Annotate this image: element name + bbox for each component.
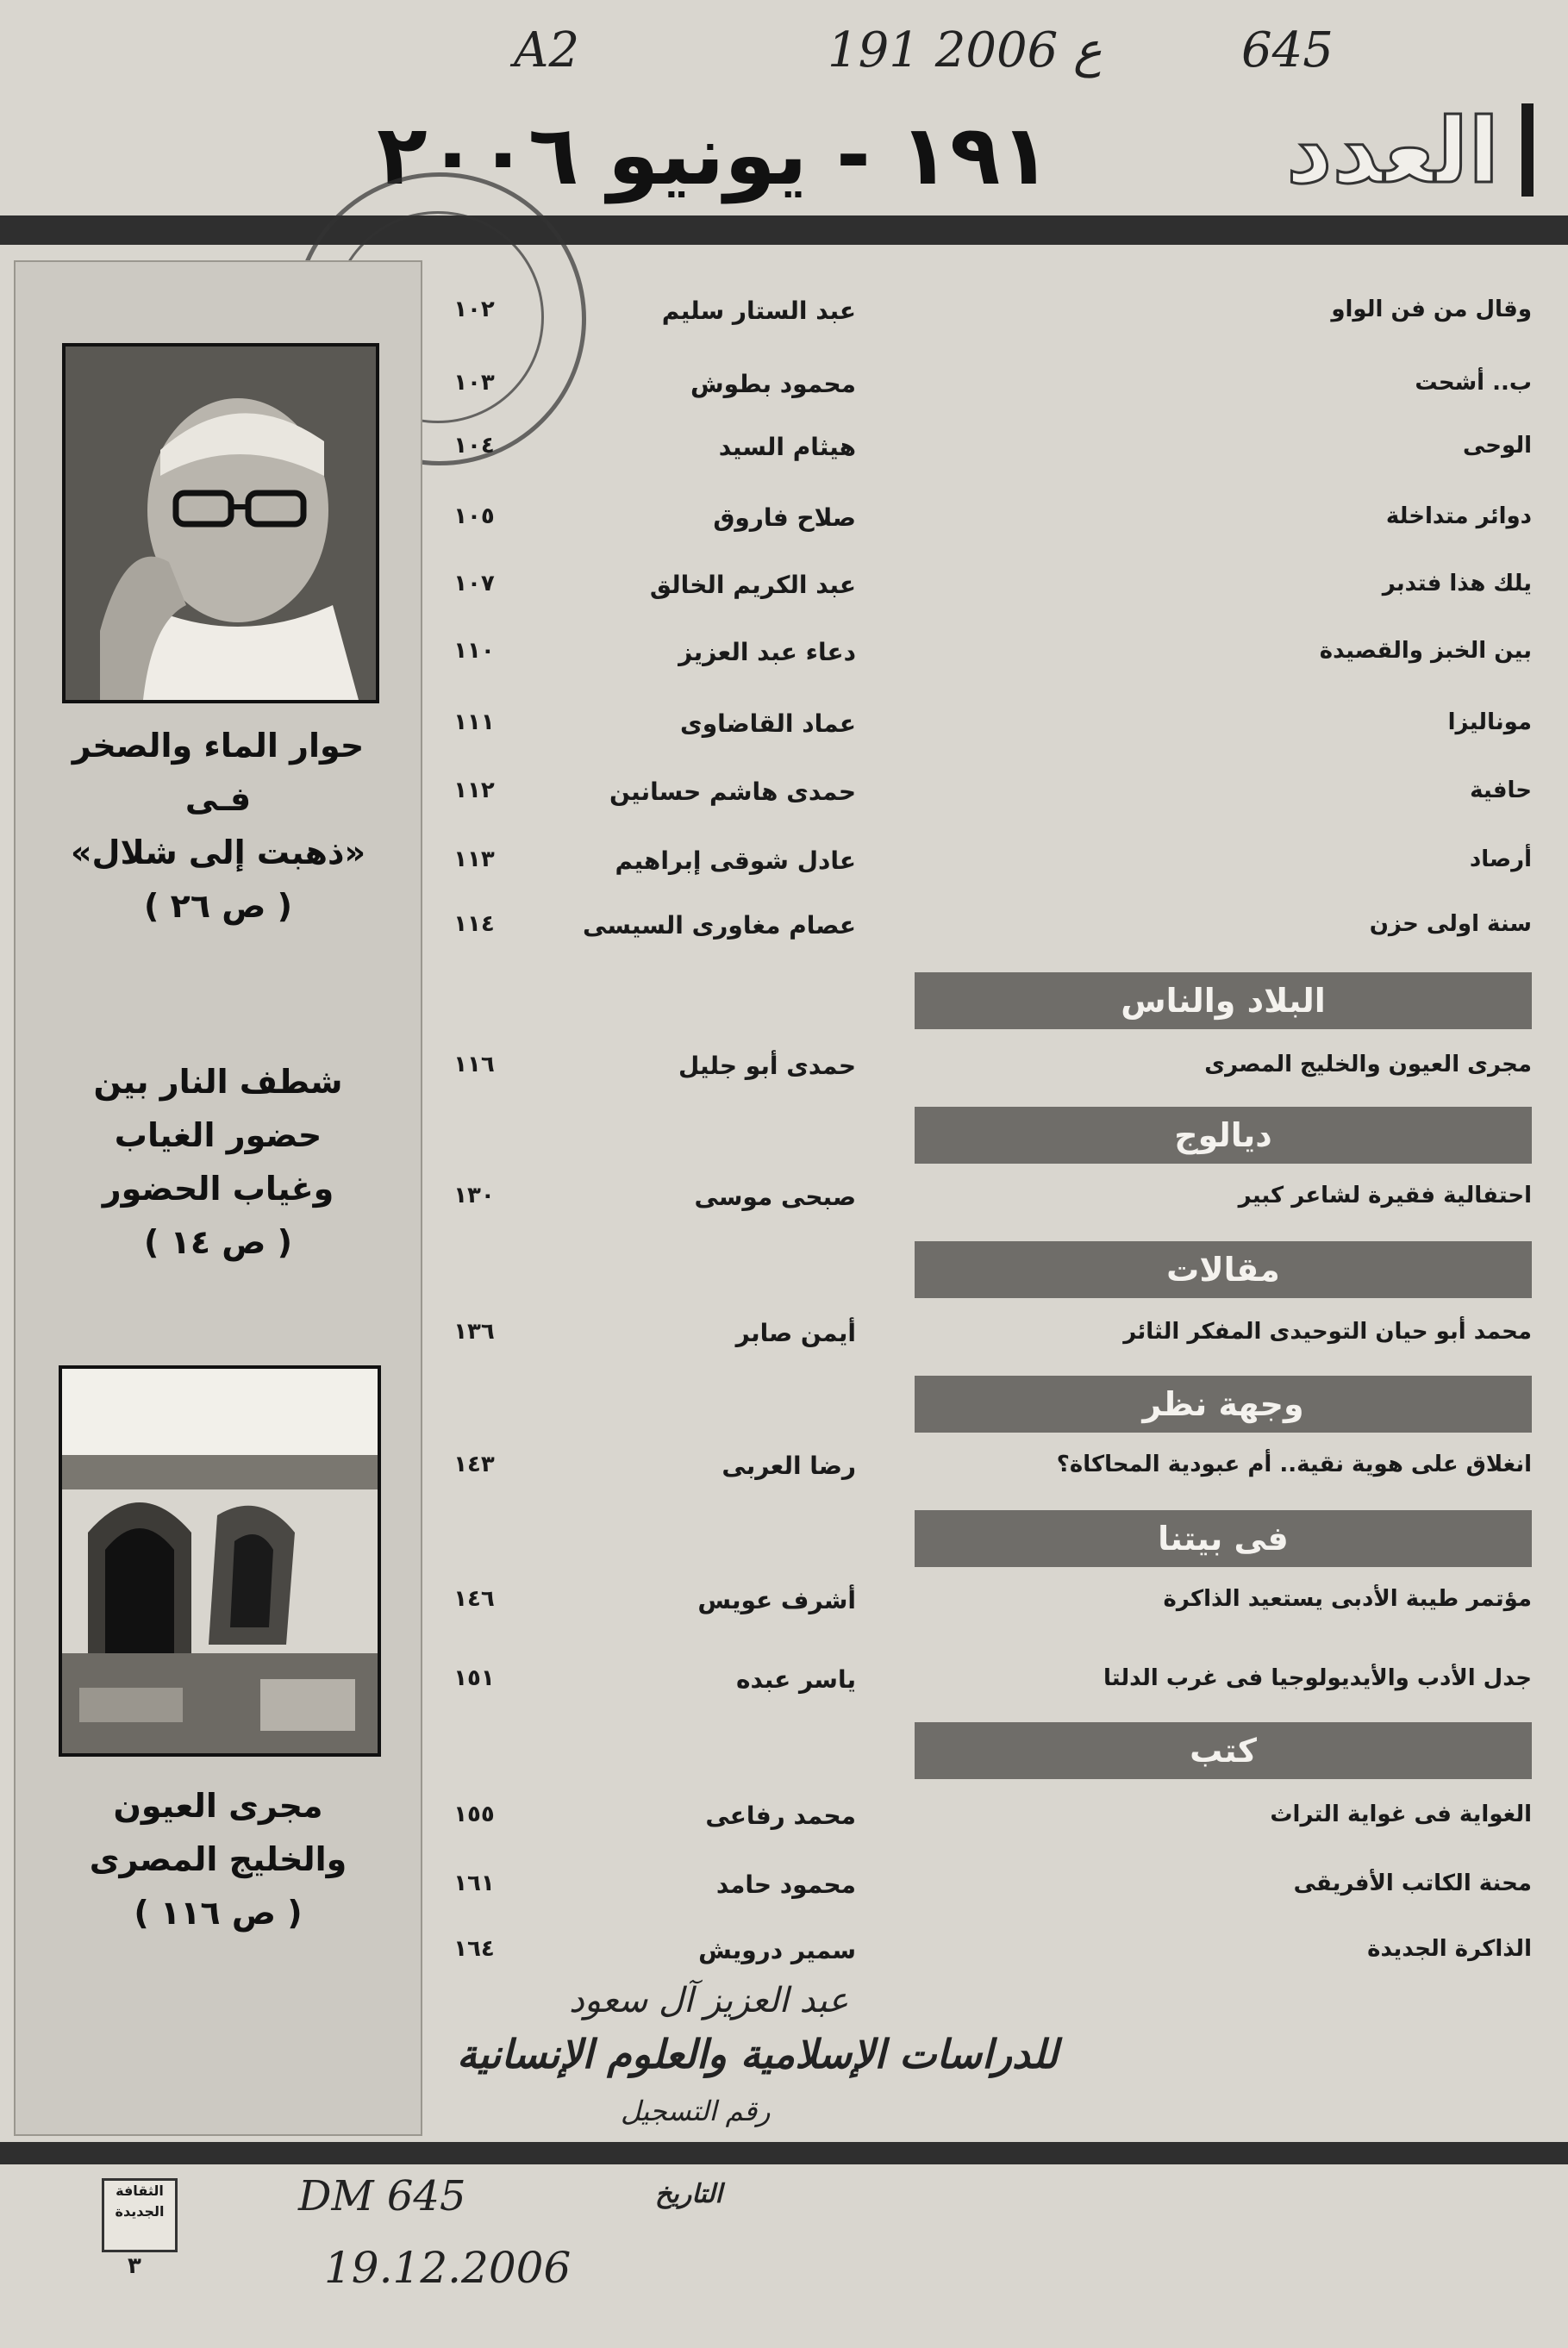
toc-page: ١٦١ [453,1870,495,1896]
toc-page: ١٣٠ [453,1183,495,1208]
toc-title: وقال من فن الواو [1331,297,1532,322]
feature-water-rock [16,719,421,933]
masthead-bar [1521,103,1534,197]
toc-title: حافية [1470,777,1532,803]
toc-page: ١١٢ [453,777,495,803]
toc-author: صلاح فاروق [713,503,856,532]
toc-page: ١١٤ [453,911,495,937]
feature2-line3: وغياب الحضور [102,1170,334,1208]
toc-title: الوحى [1462,433,1532,459]
feature3-line2: والخليج المصرى [89,1840,347,1878]
toc-title: محمد أبو حيان التوحيدى المفكر الثائر [1123,1319,1532,1345]
toc-page: ١٥٥ [453,1802,495,1827]
handwritten-date-label: التاريخ [655,2179,722,2209]
toc-author: صبحى موسى [694,1183,856,1211]
handwritten-reference: DM 645 [298,2172,466,2220]
toc-page: ١١٣ [453,846,495,872]
magazine-logo [102,2178,178,2252]
toc-author: محمود حامد [715,1870,856,1899]
feature3-line3: ( ص ١١٦ ) [134,1894,303,1932]
section-heading: وجهة نظر [915,1376,1532,1433]
toc-title: ب.. أشحت [1415,370,1532,396]
toc-title: يلك هذا فتدبر [1382,571,1532,596]
toc-title: دوائر متداخلة [1385,503,1532,529]
toc-title: موناليزا [1447,709,1532,735]
toc-title: احتفالية فقيرة لشاعر كبير [1238,1183,1532,1208]
issue-number: ١٩١ - يونيو ٢٠٠٦ [377,107,1051,203]
toc-page: ١٦٤ [453,1936,495,1962]
toc-author: محمد رفاعى [705,1802,856,1830]
toc-page: ١٥١ [453,1665,495,1691]
toc-title: مؤتمر طيبة الأدبى يستعيد الذاكرة [1163,1586,1532,1612]
toc-title: محنة الكاتب الأفريقى [1293,1870,1532,1896]
toc-page: ١١٦ [453,1052,495,1077]
portrait-illustration [66,347,376,700]
toc-title: جدل الأدب والأيديولوجيا فى غرب الدلتا [1103,1665,1532,1691]
toc-page: ١١٠ [453,638,495,664]
toc-author: عبد الستار سليم [661,297,856,325]
section-heading: كتب [915,1722,1532,1779]
toc-page: ١٣٦ [453,1319,495,1345]
feature1-line2: فـى [184,780,252,818]
feature1-line3: «ذهبت إلى شلال» [70,834,366,871]
ruins-photo [59,1365,381,1757]
toc-title: بين الخبز والقصيدة [1319,638,1532,664]
feature1-line4: ( ص ٢٦ ) [144,887,292,925]
toc-page: ١١١ [453,709,495,735]
toc-author: عصام مغاورى السيسى [583,911,856,940]
feature2-line1: شطف النار بين [93,1063,343,1101]
handwritten-note-right: 645 [1241,22,1334,78]
author-portrait [62,343,379,703]
toc-page: ١٠٢ [453,297,495,322]
toc-author: سمير درويش [698,1936,856,1964]
feature2-line2: حضور الغياب [114,1116,322,1154]
masthead [34,98,1534,215]
feature-fire [16,1055,421,1269]
toc-author: عادل شوقى إبراهيم [615,846,856,875]
toc-page: ١٠٥ [453,503,495,529]
toc-title: مجرى العيون والخليج المصرى [1204,1052,1532,1077]
toc-page: ١٤٦ [453,1586,495,1612]
section-heading: مقالات [915,1241,1532,1298]
toc-author: عماد القاضاوى [680,709,856,738]
toc-author: رضا العربى [722,1452,856,1480]
toc-author: هيثام السيد [718,433,856,461]
handwritten-note-mid: 191 ع 2006 [828,22,1103,78]
masthead-title: العدد [1286,98,1499,203]
toc-title: الذاكرة الجديدة [1367,1936,1532,1962]
toc-author: أيمن صابر [735,1319,856,1347]
feature1-line1: حوار الماء والصخر [72,727,365,765]
handwritten-registration: رقم التسجيل [621,2095,771,2127]
ruins-illustration [62,1369,378,1753]
section-heading: ديالوج [915,1107,1532,1164]
toc-author: حمدى أبو جليل [678,1052,856,1080]
toc-page: ١٤٣ [453,1452,495,1477]
toc-title: سنة اولى حزن [1369,911,1532,937]
toc-author: محمود بطوش [690,370,856,398]
toc-title: أرصاد [1469,846,1532,872]
handwritten-date: 19.12.2006 [324,2243,572,2293]
section-heading: البلاد والناس [915,972,1532,1029]
toc-author: ياسر عبده [736,1665,856,1694]
section-heading: فى بيتنا [915,1510,1532,1567]
toc-author: عبد الكريم الخالق [649,571,856,599]
toc-page: ١٠٤ [453,433,495,459]
toc-author: أشرف عويس [697,1586,856,1614]
handwritten-institute: للدراسات الإسلامية والعلوم الإنسانية [457,2031,1059,2077]
toc-author: حمدى هاشم حسانين [609,777,856,806]
bottom-rule [0,2142,1568,2164]
feature3-line1: مجرى العيون [113,1787,323,1825]
top-rule [0,215,1568,245]
handwritten-note-left: A2 [514,22,580,78]
toc-page: ١٠٧ [453,571,495,596]
handwritten-name: عبد العزيز آل سعود [569,1981,849,2020]
toc-author: دعاء عبد العزيز [678,638,856,666]
feature-canal [16,1779,421,1939]
toc-title: الغواية فى غواية التراث [1270,1802,1532,1827]
sidebar [14,260,422,2136]
feature2-line4: ( ص ١٤ ) [144,1223,292,1261]
toc-page: ١٠٣ [453,370,495,396]
logo-text: الثقافة الجديدة [115,2183,165,2220]
page-number: ٣ [128,2253,141,2279]
toc-title: انغلاق على هوية نقية.. أم عبودية المحاكاة؟ [1056,1452,1532,1477]
